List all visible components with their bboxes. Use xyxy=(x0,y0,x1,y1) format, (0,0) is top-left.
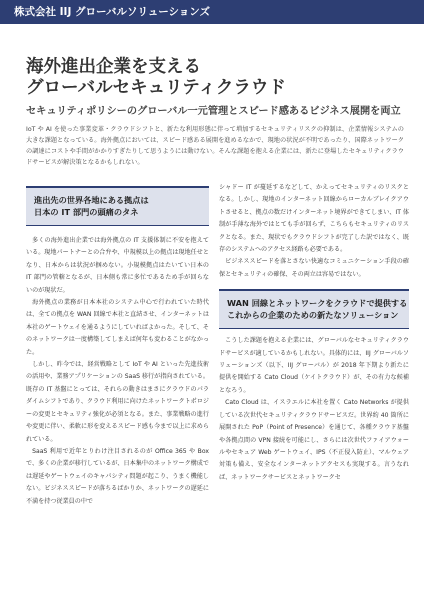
title-line-2: グローバルセキュリティクラウド xyxy=(26,78,286,98)
heading-line: これからの企業のための新たなソリューション xyxy=(227,310,399,321)
section-heading-overseas-bases xyxy=(26,186,209,226)
company-header-bar xyxy=(0,0,424,24)
right-column xyxy=(219,182,409,484)
left-column xyxy=(26,186,209,508)
title-line-1: 海外進出企業を支える xyxy=(26,57,201,77)
body-paragraph: しかし、昨今では、経営戦略として IoT や AI といった先進技術の活用や、業務アプリケーションの SaaS 移行が指向されている。既存の IT 基盤にとっては、それらの動きはまさにクラウドのパラダイムシフトであり、クラウド利用に向けたネットワークトポロジーの変更とセキュリティ強化が必須となる。また、事業戦略の進行や変更に伴い、柔軟に形を変えるスピード感も今まで以上に求められている。 xyxy=(26,361,209,443)
body-paragraph: ビジネススピードを落とさない快適なコミュニケーション手段の確保とセキュリティの確保、その両立は容易ではない。 xyxy=(219,258,409,278)
body-paragraph: Cato Cloud は、イスラエルに本社を置く Cato Networks が提供している次世代セキュリティクラウドサービスだ。世界約 40 箇所に展開された PoP（Point of Presence）を通じて、各種クラウド基盤や各拠点間の VPN 接続を可能にし、さらには次世代ファイアウォールやセキュア Web ゲートウェイ、IPS（不正侵入防止）、マルウェア対策も備え、安全なインターネットアクセスも実現する。言うなれば、ネットワークサービスとネットワークセ xyxy=(219,399,409,481)
section-heading-cloud-solution xyxy=(219,289,409,329)
article-subtitle: セキュリティポリシーのグローバル一元管理とスピード感あるビジネス展開を両立 xyxy=(26,106,401,117)
company-name: 株式会社 IIJ グローバルソリューションズ xyxy=(14,6,210,18)
heading-line: WAN 回線とネットワークをクラウドで提供する xyxy=(227,298,408,309)
body-paragraph: シャドー IT が蔓延するなどして、かえってセキュリティのリスクとなる。しかし、現地のインターネット回線からローカルブレイクアウトさせると、拠点の数だけインターネット境界ができてしまい、IT 体制が手薄な海外ではとても手が回らず、こちらもセキュリティのリスクとなる。また、現状でもクラウドシフトが完了した訳ではなく、既存のシステムへのアクセス経路も必要である。 xyxy=(219,184,409,254)
section-body xyxy=(26,235,209,508)
heading-line: 進出先の世界各地にある拠点は xyxy=(34,195,149,205)
body-paragraph: 海外拠点の業務が日本本社のシステム中心で行われていた時代は、全ての拠点を WAN 回線で本社と直結させ、インターネットは本社のゲートウェイを通るようにしていればよかった。そして、そのネットワークは一度構築してしまえば何年も変わることがなかった。 xyxy=(26,299,209,356)
intro-paragraph: IoT や AI を使った事業変革・クラウドシフトと、新たな利用形態に伴って増加するセキュリティリスクの抑制は、企業情報システムの大きな課題となっている。海外拠点においては、スピード感ある展開を進めるなかで、現地の状況が不明であったり、国際ネットワークの調達にコストや手間がかかりすぎたりして思うようには動けない。そんな課題を抱える企業には、新たに登場したセキュリティクラウドサービスが解決策となるかもしれない。 xyxy=(26,126,404,166)
body-paragraph: SaaS 利用で近年とりわけ注目されるのが Office 365 や Box で、多くの企業が移行しているが、日本集中のネットワーク構成では遅延やゲートウェイのキャパシティ問題が起こり、うまく機能しない。ビジネススピードが落ちるばかりか、ネットワークの遅延に不満を持つ従業員の中で xyxy=(26,447,209,505)
body-paragraph: こうした課題を抱える企業には、グローバルなセキュリティクラウドサービスが適しているかもしれない。具体的には、IIJ グローバルソリューションズ（以下、IIJ グローバル）が 2018 年下期より新たに提供を開始する Cato Cloud（ケイトクラウド）が、その有力な候補となろう。 xyxy=(219,337,409,394)
body-paragraph: 多くの海外進出企業では海外拠点の IT 支援体制に不安を抱えている。現地パートナーとの合弁や、中規模以上の拠点は現地任せとなり、日本からは状況が掴めない。小規模拠点はたいてい日本の IT 部門の管轄となるが、日本側も常に多忙であるため手が回らないのが現状だ。 xyxy=(26,237,209,294)
heading-line: 日本の IT 部門の頭痛のタネ xyxy=(34,207,139,217)
section-body-continued xyxy=(219,182,409,281)
section-body xyxy=(219,335,409,484)
article-title xyxy=(26,57,286,99)
article-intro xyxy=(26,124,404,168)
